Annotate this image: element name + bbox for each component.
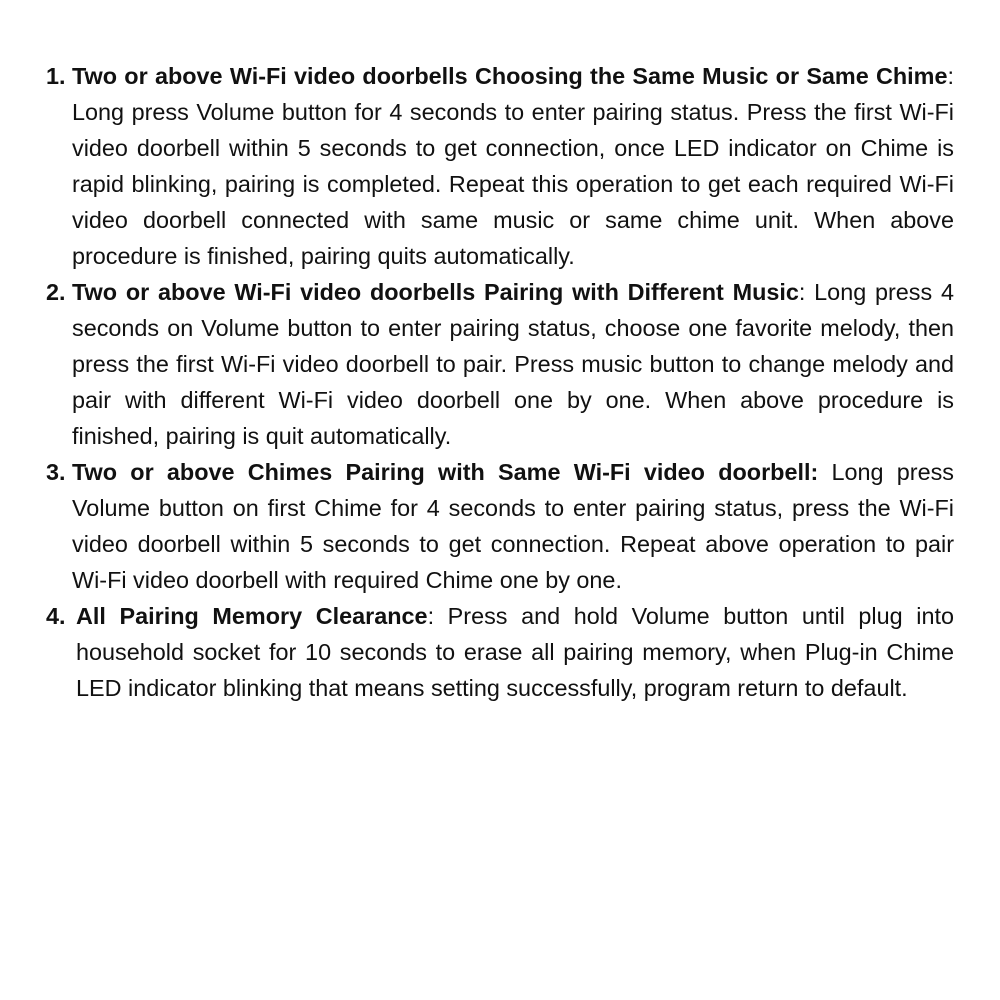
instruction-item-3	[46, 454, 954, 598]
item-body: : Long press 4 seconds on Volume button to enter pairing status, choose one favorite melody, then press the first Wi-Fi video doorbell to pair. Press music button to change melody and pair with different Wi-Fi video doorbell one by one. When above procedure is finished, pairing is quit automatically.	[72, 279, 954, 449]
instruction-list	[46, 58, 954, 706]
instruction-item-1	[46, 58, 954, 274]
item-heading: Two or above Wi-Fi video doorbells Pairing with Different Music	[72, 279, 799, 305]
item-number: 2.	[46, 279, 66, 305]
item-heading: Two or above Wi-Fi video doorbells Choosing the Same Music or Same Chime	[72, 63, 948, 89]
item-body: : Long press Volume button for 4 seconds to enter pairing status. Press the first Wi-Fi video doorbell within 5 seconds to get connection, once LED indicator on Chime is rapid blinking, pairing is completed. Repeat this operation to get each required Wi-Fi video doorbell connected with same music or same chime unit. When above procedure is finished, pairing quits automatically.	[72, 63, 954, 269]
item-body: : Press and hold Volume button until plug into household socket for 10 seconds to erase all pairing memory, when Plug-in Chime LED indicator blinking that means setting successfully, program return to default.	[76, 603, 954, 701]
item-heading: Two or above Chimes Pairing with Same Wi-Fi video doorbell:	[72, 459, 819, 485]
item-heading: All Pairing Memory Clearance	[76, 603, 428, 629]
instruction-item-4	[46, 598, 954, 706]
item-number: 1.	[46, 63, 66, 89]
item-number: 3.	[46, 459, 66, 485]
instruction-item-2	[46, 274, 954, 454]
item-body: Long press Volume button on first Chime for 4 seconds to enter pairing status, press the Wi-Fi video doorbell within 5 seconds to get connection. Repeat above operation to pair Wi-Fi video doorbell with required Chime one by one.	[72, 459, 954, 593]
item-number: 4.	[46, 603, 66, 629]
